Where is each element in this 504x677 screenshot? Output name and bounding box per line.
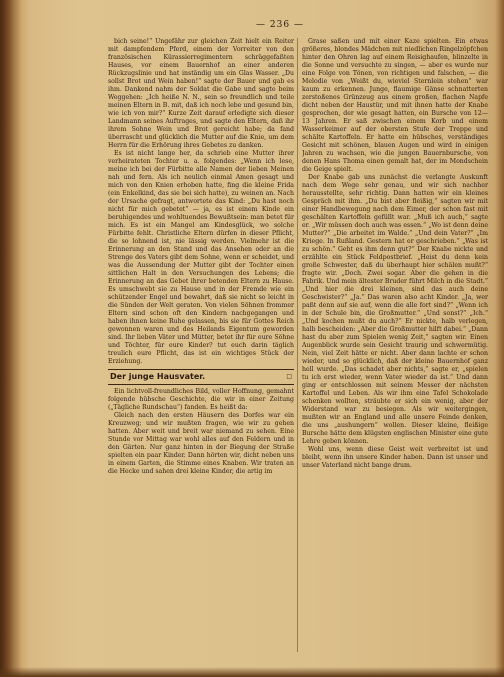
section-title-text: Der junge Hausvater. bbox=[110, 372, 206, 381]
right-paragraph-3: Wohl uns, wenn diese Geist weit verbreitet ist und bleibt, wenn ihn unsere Kinder haben. Dann ist unser und unser Vaterland nicht bange drum. bbox=[302, 446, 488, 469]
column-divider bbox=[297, 38, 298, 652]
page-number-header: — 236 — bbox=[256, 20, 304, 30]
right-paragraph-2: Der Knabe gab uns zunächst die verlangte Auskunft nach dem Wege sehr genau, und wir sich nachher herausstellte, sehr richtig. Dann hatten wir ein kleines Gespräch mit ihm. „Du bist aber fleißig,“ sagten wir mit einer Handbewegung nach dem Eimer, der schon fast mit geschälten Kartoffeln gefüllt war. „Muß ich auch,“ sagte er. „Wir müssen doch auch was essen.“ „Wo ist denn deine Mutter?“ „Die arbeitet im Walde.“ „Und dein Vater?“ „Im Kriege. In Rußland. Gestern hat er geschrieben.“ „Was ist zu schön.“ Geht es ihm denn gut?“ Der Knabe nickte und erzählte ein Stück Feldpostbrief. „Heist du denn kein große Schwester, daß du überhaupt hier schälen mußt?“ fragte wir. „Doch. Zwei sogar. Aber die gehen in die Fabrik. Und mein ältester Bruder führt Milch in die Stadt.“ „Und hier die drei kleinen, sind das auch deine Geschwister?“ „Ja.“ Das waren also acht Kinder. „Ja, wer paßt denn auf sie auf, wenn die alle fort sind?“ „Wenn ich in der Schule bin, die Großmutter.“ „Und sonst?“ „Ich.“ „Und kochen mußt du auch?“ Er nickte, halb verlegen, halb bescheiden: „Aber die Großmutter hilft dabei.“ „Dann hast du aber zum Spielen wenig Zeit,“ sagten wir. Einen Augenblick wurde sein Gesicht traurig und schwermütig. Nein, viel Zeit hätte er nicht. Aber dann lachte er schon wieder, und so glücklich, daß der kleine Bauernhof ganz hell wurde. „Das schadet aber nichts,“ sagte er, „spielen tu ich erst wieder, wenn Vater wieder da ist.“ Und dann ging er entschlossen mit seinem Messer der nächsten Kartoffel und Leben. Als wir ihm eine Tafel Schokolade schenken wollten, sträubte er sich ein wenig, aber der Widerstand war zu besiegen. Als wir weitergingen, mußten wir an England und alle unsere Feinde denken, die uns „aushungern“ wollen. Dieser kleine, fleißige Bursche hätte dem klügsten englischen Minister eine gute Lehre geben können. bbox=[302, 174, 488, 445]
page-bottom-edge bbox=[0, 667, 504, 677]
section-mark-icon: □ bbox=[286, 373, 292, 380]
section-heading bbox=[108, 369, 294, 385]
right-column bbox=[302, 38, 488, 668]
right-paragraph-1: Grase saßen und mit einer Kaze spielten. Ein etwas größeres, blondes Mädchen mit niedlichen Ringelzöpfchen hinter den Ohren lag auf einem Reisighaufen, blinzelte in die Sonne und versuchte zu singen, — aber es wurde nur eine Folge von Tönen, von richtigen und falschen, — die Melodie von „Weißt du, wieviel Sternlein stehen“ war kaum zu erkennen. Junge, flaumige Gänse schnatterten zerstoßenes Grünzeug aus einem großen, flachen Napfe dicht neben der Haustür, und mit ihnen hatte der Knabe gesprochen, der wie gesagt hatten, ein Bursche von 12—13 Jahren. Er saß zwischen einem Korb und einem Wasserkeimer auf der obersten Stufe der Treppe und schälte Kartoffeln. Er hatte ein hübsches, verständiges Gesicht mit schönen, blauen Augen und wird in einigen Jahren zu wachsen, wie die jungen Bauernbursche, von denen Hans Thoma einen gemalt hat, der im Mondschein die Geige spielt. bbox=[302, 38, 488, 173]
left-paragraph-4: Gleich nach den ersten Häusern des Dorfes war ein Kreuzweg; und wir mußten fragen, wie wir zu gehen hatten. Aber weit und breit war niemand zu sehen. Eine Stunde vor Mittag war wohl alles auf den Feldern und in den Gärten. Nur ganz hinten in der Biegung der Straße spielten ein paar Kinder. Dann hörten wir, dicht neben uns in einem Garten, die Stimme eines Knaben. Wir traten an die Hecke und sahen drei kleine Kinder, die artig im bbox=[108, 412, 294, 475]
left-paragraph-1: bich seine!“ Ungefähr zur gleichen Zeit hielt ein Reiter mit dampfendem Pferd, einem der Vorreiter von den französischen Kürassierregimentern schräggefaßten Hauses, vor einem Bauernhof an einer anderen Rückzugslinie und hat inständig um ein Glas Wasser. „Du sollst Brot und Wein haben!“ sagte der Bauer und gab es ihm. Dankend nahm der Soldat die Gabe und sagte beim Weggehen: „Ich heiße N. N., sein so freundlich und teile meinen Eltern in B. mit, daß ich noch lebe und gesund bin, wie ich von mir?“ Kurze Zeit darauf erledigte sich dieser Landmann seines Auftrages, und sagte den Eltern, daß ihr ihrem Sohne Wein und Brot gereicht habe; da fand überrascht und glücklich die Mutter auf die Knie, um dem Herrn für die Erhörung ihres Gebetes zu danken. bbox=[108, 38, 294, 149]
left-column bbox=[108, 38, 294, 668]
left-paragraph-2: Es ist nicht lange her, da schrieb eine Mutter ihrer verheirateten Tochter u. a. folgendes: „Wenn ich lese, meine ich bei der Fürbitte alle Namen der lieben Meinen nah und fern. Als ich neulich einmal Amen gesagt und mich von den Knien erhoben hatte, fing die kleine Frida (ein Enkelkind, das sie bei sich hatte), zu weinen an. Nach der Ursache gefragt, antwortete das Kind: „Du hast noch nicht für mich gebetet“ — ja, es ist einem Kinde ein beruhigendes und wohltuendes Bewußtsein: man betet für mich. Es ist ein Mangel am Kindesglück, wo solche Fürbitte fehlt. Christliche Eltern dürfen in dieser Pflicht, die so lohnend ist, nie lässig werden. Vielmehr ist die Erinnerung an den Stand und das Ansehen oder an die Strenge des Vaters gibt dem Sohne, wenn er scheidet, und was die Aussendung der Mutter gibt der Tochter einen sittlichen Halt in den Versuchungen des Lebens; die Erinnerung an das Gebet ihrer betenden Eltern zu Hause. Es umschwebt sie zu Hause und in der Fremde wie ein schützender Engel und bewahrt, daß sie nicht so leicht in die Sünden der Welt geraten. Von vielen Söhnen frommer Eltern sind schon oft den Kindern nachgegangen und haben ihnen keine Ruhe gelassen, bis sie für Gottes Reich gewonnen waren und des Heilands Eigentum geworden sind. Ihr lieben Väter und Mütter, betet ihr für eure Söhne und Töchter, für eure Kinder? tut euch darin täglich treulich eure Pflicht, das ist ein wichtiges Stück der Erziehung. bbox=[108, 150, 294, 365]
left-paragraph-3: Ein lichtvoll-freundliches Bild, voller Hoffnung, gemahnt folgende hübsche Geschichte, die wir in einer Zeitung („Tägliche Rundschau“) fanden. Es heißt da: bbox=[108, 388, 294, 411]
book-gutter-shadow bbox=[0, 0, 22, 677]
